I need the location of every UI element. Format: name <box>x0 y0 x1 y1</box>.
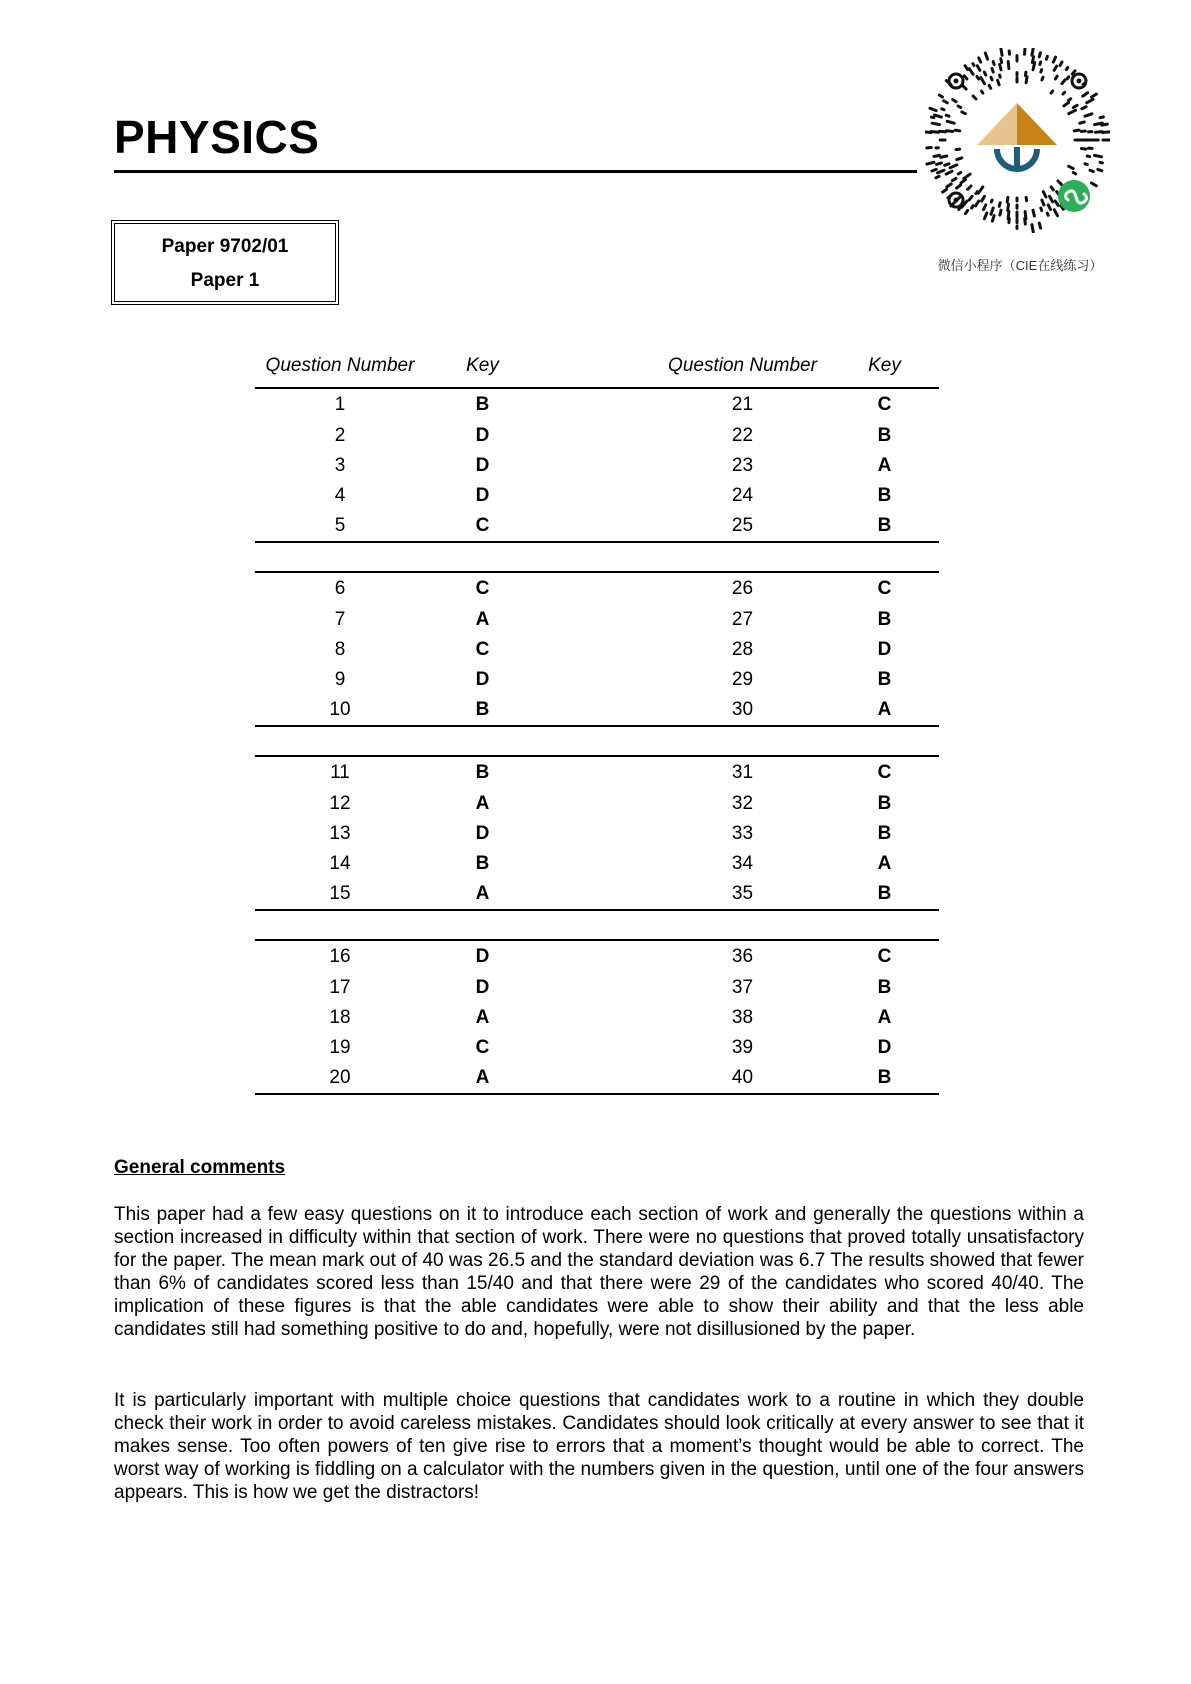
qr-dash <box>978 187 983 193</box>
qr-dash <box>969 196 972 200</box>
qr-dash <box>1047 213 1048 215</box>
qr-dash <box>940 131 946 132</box>
table-row <box>255 1033 939 1063</box>
comment-paragraph: It is particularly important with multiple choice questions that candidates work to a routine in which they double check their work in order to avoid careless mistakes. Candidates should look critically at every answer to see that it makes sense. Too often powers of ten give rise to errors that a moment’s thought would be able to correct. The worst way of working is fiddling on a calculator with the numbers given in the question, until one of the four answers appears. This is how we get the distractors! <box>114 1390 1084 1503</box>
spacer-cell <box>540 1063 655 1094</box>
spacer-cell <box>540 421 655 451</box>
qr-dash <box>961 180 965 183</box>
qr-dash <box>1055 76 1057 79</box>
table-header-row <box>255 354 939 388</box>
qr-dash <box>1060 62 1062 66</box>
qr-dash <box>977 66 980 71</box>
qr-dash <box>972 206 974 208</box>
qr-dash <box>1026 77 1027 83</box>
qr-dash <box>935 115 942 117</box>
spacer-cell <box>540 511 655 542</box>
spacer-cell <box>540 1003 655 1033</box>
table-row <box>255 940 939 973</box>
header-key-left: Key <box>425 354 540 388</box>
answer-key-cell: A <box>425 1063 540 1094</box>
finder-mark <box>1077 79 1082 84</box>
question-number-cell: 29 <box>731 669 754 690</box>
table-row <box>255 789 939 819</box>
answer-key-cell: A <box>877 853 892 874</box>
page-title: PHYSICS <box>114 111 320 163</box>
answer-key-cell: B <box>877 609 892 630</box>
qr-dash <box>953 100 956 102</box>
answer-key-cell: D <box>475 455 490 476</box>
question-number-cell: 14 <box>329 853 351 874</box>
qr-dash <box>1039 53 1040 57</box>
qr-dash <box>1000 64 1001 69</box>
answer-key-cell: B <box>877 977 892 998</box>
spacer-cell <box>540 695 655 726</box>
qr-dash <box>973 96 976 99</box>
qr-dash <box>1081 131 1085 132</box>
question-number-cell: 40 <box>655 1063 830 1094</box>
answer-key-cell: A <box>475 793 490 814</box>
question-number-cell: 10 <box>255 695 425 726</box>
finder-mark <box>954 79 959 84</box>
answer-key-cell: B <box>425 695 540 726</box>
qr-dash <box>1051 91 1053 93</box>
qr-dash <box>992 68 993 72</box>
mini-program-code-icon <box>925 48 1110 233</box>
answer-key-cell: D <box>475 669 490 690</box>
answer-key-cell: B <box>475 853 490 874</box>
qr-dash <box>957 185 961 188</box>
question-number-cell: 11 <box>330 762 350 783</box>
qr-dash <box>1100 162 1102 163</box>
qr-dash <box>982 91 983 93</box>
paper-code: Paper 9702/01 <box>161 236 289 257</box>
qr-dash <box>1081 149 1086 150</box>
paper-info-box <box>111 220 339 305</box>
question-number-cell: 7 <box>334 609 346 630</box>
table-row <box>255 879 939 910</box>
finder-mark <box>954 198 959 203</box>
question-number-cell: 37 <box>731 977 754 998</box>
qr-dash <box>1008 204 1009 210</box>
question-number-cell: 22 <box>731 425 754 446</box>
table-row <box>255 1063 939 1094</box>
spacer-cell <box>540 819 655 849</box>
qr-dash <box>1001 59 1002 63</box>
qr-dash <box>984 213 986 219</box>
question-number-cell: 4 <box>334 485 346 506</box>
qr-dash <box>977 76 979 79</box>
qr-dash <box>993 62 994 65</box>
qr-dash <box>989 85 991 88</box>
answer-key-cell: C <box>877 394 892 415</box>
qr-dash <box>1102 124 1108 125</box>
qr-dash <box>958 106 961 108</box>
table-row <box>255 605 939 635</box>
qr-dash <box>965 66 968 70</box>
qr-dash <box>984 205 986 210</box>
qr-dash <box>1039 223 1040 228</box>
question-number-cell: 21 <box>731 394 754 415</box>
qr-dash <box>963 86 967 90</box>
qr-dash <box>1041 70 1042 72</box>
answer-key-cell: B <box>877 793 892 814</box>
question-number-cell: 6 <box>334 578 346 599</box>
qr-dash <box>1026 197 1027 200</box>
answer-key-cell: A <box>425 879 540 910</box>
qr-dash <box>991 200 992 202</box>
table-row <box>255 388 939 421</box>
paper-name: Paper 1 <box>190 270 260 291</box>
table-row <box>255 849 939 879</box>
question-number-cell: 9 <box>334 669 346 690</box>
group-separator <box>255 542 939 572</box>
qr-dash <box>1053 57 1055 62</box>
qr-dash <box>958 173 960 174</box>
qr-dash <box>985 53 987 59</box>
qr-dash <box>947 121 954 123</box>
question-number-cell: 32 <box>731 793 754 814</box>
answer-key-cell: C <box>425 511 540 542</box>
answer-key-cell: D <box>475 977 490 998</box>
spacer-cell <box>540 940 655 973</box>
comment-paragraph: This paper had a few easy questions on it to introduce each section of work and generally the questions within a section increased in difficulty within that section of work. There were no questions that proved totally unsatisfactory for the paper. The mean mark out of 40 was 26.5 and the standard deviation was 6.7 The results showed that fewer than 6% of candidates scored less than 15/40 and that there were 29 of the candidates who scored 40/40. The implication of these figures is that the able candidates were able to show their ability and that the less able candidates still had something positive to do and, hopefully, were not disillusioned by the paper. <box>114 1204 1084 1340</box>
header-question-number-right: Question Number <box>655 354 830 388</box>
spacer-cell <box>540 973 655 1003</box>
qr-dash <box>943 189 947 192</box>
qr-dash <box>1073 173 1075 174</box>
spacer-cell <box>540 388 655 421</box>
question-number-cell: 36 <box>731 946 754 967</box>
answer-key-cell: C <box>877 578 892 599</box>
qr-dash <box>1000 210 1001 215</box>
table-row <box>255 511 939 542</box>
spacer-cell <box>540 635 655 665</box>
header-key-right: Key <box>830 354 939 388</box>
qr-dash <box>976 192 978 194</box>
qr-dash <box>1103 132 1110 133</box>
qr-dash <box>1082 107 1086 109</box>
qr-dash <box>1100 117 1103 118</box>
logo-stem <box>1014 147 1020 169</box>
question-number-cell: 3 <box>334 455 346 476</box>
qr-dash <box>1051 187 1053 190</box>
qr-dash <box>1064 102 1069 106</box>
qr-dash <box>1098 169 1102 171</box>
qr-dash <box>930 108 936 110</box>
qr-dash <box>936 176 939 178</box>
answer-key-cell: A <box>877 455 892 476</box>
question-number-cell: 25 <box>655 511 830 542</box>
spacer-cell <box>540 879 655 910</box>
question-number-cell: 19 <box>329 1037 351 1058</box>
qr-dash <box>956 149 960 150</box>
table-row <box>255 572 939 605</box>
qr-dash <box>927 162 934 164</box>
qr-dash <box>1085 114 1092 116</box>
question-number-cell: 28 <box>731 639 754 660</box>
table-row <box>255 421 939 451</box>
qr-dash <box>1096 132 1103 133</box>
answer-key-cell: D <box>475 823 490 844</box>
answer-key-cell: D <box>877 639 892 660</box>
question-number-cell: 31 <box>731 762 754 783</box>
qr-dash <box>950 165 957 168</box>
qr-dash <box>931 117 934 118</box>
qr-dash <box>1095 155 1102 156</box>
qr-dash <box>1001 49 1002 56</box>
qr-dash <box>982 196 985 201</box>
qr-dash <box>1008 62 1009 69</box>
answer-key-cell: B <box>830 1063 939 1094</box>
qr-dash <box>976 201 979 206</box>
qr-dash <box>1000 75 1001 77</box>
qr-dash <box>981 78 985 84</box>
answer-key-cell: C <box>475 578 490 599</box>
qr-dash <box>962 112 966 114</box>
qr-dash <box>979 58 981 62</box>
general-comments-heading: General comments <box>114 1157 286 1178</box>
qr-caption: 微信小程序（CIE在线练习） <box>937 258 1103 273</box>
qr-dash <box>1067 77 1069 79</box>
qr-dash <box>1046 56 1047 59</box>
table-row <box>255 481 939 511</box>
qr-dash <box>1083 93 1088 96</box>
question-number-cell: 33 <box>731 823 754 844</box>
qr-dash <box>946 171 952 174</box>
question-number-cell: 26 <box>731 578 754 599</box>
spacer-cell <box>540 789 655 819</box>
qr-dash <box>1041 208 1042 211</box>
table-row <box>255 451 939 481</box>
question-number-cell: 38 <box>731 1007 754 1028</box>
qr-dash <box>932 169 936 171</box>
qr-dash <box>1042 200 1044 205</box>
table-row <box>255 973 939 1003</box>
qr-dash <box>1063 92 1065 94</box>
qr-dash <box>1074 130 1079 131</box>
question-number-cell: 23 <box>731 455 754 476</box>
answer-key-cell: D <box>475 485 490 506</box>
qr-dash <box>934 155 940 156</box>
qr-dash <box>1007 197 1008 202</box>
qr-dash <box>945 164 949 166</box>
answer-key-cell: A <box>877 1007 892 1028</box>
qr-dash <box>984 72 986 75</box>
spacer-cell <box>540 605 655 635</box>
answer-key-cell: B <box>877 823 892 844</box>
qr-dash <box>966 210 968 213</box>
answer-key-cell: C <box>877 762 892 783</box>
spacer-cell <box>540 1033 655 1063</box>
question-number-cell: 8 <box>334 639 346 660</box>
qr-dash <box>938 170 944 173</box>
qr-dash <box>939 95 942 97</box>
qr-dash <box>942 109 944 110</box>
qr-dash <box>999 203 1000 207</box>
spacer-cell <box>540 756 655 789</box>
qr-dash <box>944 101 948 103</box>
qr-dash <box>1033 210 1034 216</box>
question-number-cell: 18 <box>329 1007 351 1028</box>
table-row <box>255 1003 939 1033</box>
answer-key-cell: B <box>830 511 939 542</box>
qr-dash <box>1058 181 1062 185</box>
answer-key-cell: C <box>877 946 892 967</box>
answer-key-cell: D <box>475 946 490 967</box>
qr-dash <box>957 158 962 160</box>
qr-dash <box>1073 105 1077 107</box>
answer-key-cell: C <box>475 639 490 660</box>
group-separator <box>255 726 939 756</box>
qr-dash <box>1040 62 1041 64</box>
qr-dash <box>964 76 967 79</box>
qr-dash <box>1090 170 1093 171</box>
question-number-cell: 20 <box>255 1063 425 1094</box>
answer-key-cell: B <box>475 394 490 415</box>
question-number-cell: 13 <box>329 823 351 844</box>
qr-dash <box>1032 48 1033 55</box>
question-number-cell: 5 <box>255 511 425 542</box>
qr-dash <box>998 80 1000 85</box>
question-number-cell: 15 <box>255 879 425 910</box>
qr-dash <box>1043 192 1046 197</box>
table-row <box>255 756 939 789</box>
qr-dash <box>973 64 974 66</box>
spacer-cell <box>540 451 655 481</box>
table-row <box>255 635 939 665</box>
title-divider <box>114 170 917 173</box>
qr-dash <box>932 123 939 125</box>
question-number-cell: 17 <box>329 977 351 998</box>
qr-dash <box>1069 110 1076 114</box>
answer-key-table <box>255 354 939 1095</box>
qr-dash <box>992 216 994 222</box>
answer-key-cell: B <box>877 485 892 506</box>
answer-key-cell: B <box>877 425 892 446</box>
question-number-cell: 12 <box>329 793 351 814</box>
question-number-cell: 16 <box>329 946 351 967</box>
question-number-cell: 1 <box>334 394 346 415</box>
qr-dash <box>952 178 956 180</box>
answer-key-cell: B <box>475 762 490 783</box>
qr-dash <box>1048 205 1050 210</box>
table-row <box>255 819 939 849</box>
qr-dash <box>941 156 947 157</box>
question-number-cell: 27 <box>731 609 754 630</box>
question-number-cell: 24 <box>731 485 754 506</box>
qr-dash <box>946 115 949 116</box>
header-spacer <box>540 354 655 388</box>
question-number-cell: 2 <box>334 425 346 446</box>
qr-dash <box>1069 166 1074 168</box>
question-number-cell: 30 <box>655 695 830 726</box>
group-separator <box>255 910 939 940</box>
qr-dash <box>937 163 942 165</box>
qr-dash <box>968 186 971 189</box>
qr-dash <box>1050 196 1053 202</box>
qr-dash <box>1054 66 1056 70</box>
qr-dash <box>1025 219 1026 225</box>
qr-dash <box>955 130 960 131</box>
qr-dash <box>1092 183 1097 186</box>
qr-dash <box>1080 122 1085 123</box>
answer-key-cell: A <box>830 695 939 726</box>
question-number-cell: 39 <box>731 1037 754 1058</box>
qr-dash <box>1042 77 1043 80</box>
spacer-cell <box>540 481 655 511</box>
table-row <box>255 665 939 695</box>
answer-key-cell: D <box>475 425 490 446</box>
answer-key-cell: A <box>475 1007 490 1028</box>
answer-key-cell: A <box>475 609 490 630</box>
question-number-cell: 35 <box>655 879 830 910</box>
qr-dash <box>925 132 931 133</box>
qr-dash <box>1062 80 1065 84</box>
qr-dash <box>1087 99 1093 103</box>
qr-dash <box>964 174 970 179</box>
answer-key-cell: C <box>475 1037 490 1058</box>
qr-dash <box>1066 68 1068 70</box>
spacer-cell <box>540 665 655 695</box>
qr-dash <box>991 77 992 80</box>
qr-dash <box>1025 48 1026 54</box>
header-question-number-left: Question Number <box>255 354 425 388</box>
qr-dash <box>946 131 952 132</box>
qr-dash <box>1085 164 1087 165</box>
answer-key-cell: D <box>877 1037 892 1058</box>
qr-dash <box>1069 99 1071 101</box>
spacer-cell <box>540 849 655 879</box>
answer-key-cell: B <box>830 879 939 910</box>
answer-key-cell: B <box>877 669 892 690</box>
qr-dash <box>1087 156 1089 157</box>
question-number-cell: 34 <box>731 853 754 874</box>
qr-dash <box>1055 201 1058 205</box>
qr-dash <box>1092 94 1097 97</box>
spacer-cell <box>540 572 655 605</box>
qr-dash <box>1032 225 1033 233</box>
qr-dash <box>969 69 973 75</box>
qr-dash <box>991 208 993 214</box>
qr-dash <box>1032 57 1033 63</box>
table-row <box>255 695 939 726</box>
qr-dash <box>947 184 952 187</box>
qr-dash <box>1054 210 1057 216</box>
qr-dash <box>1072 71 1075 74</box>
